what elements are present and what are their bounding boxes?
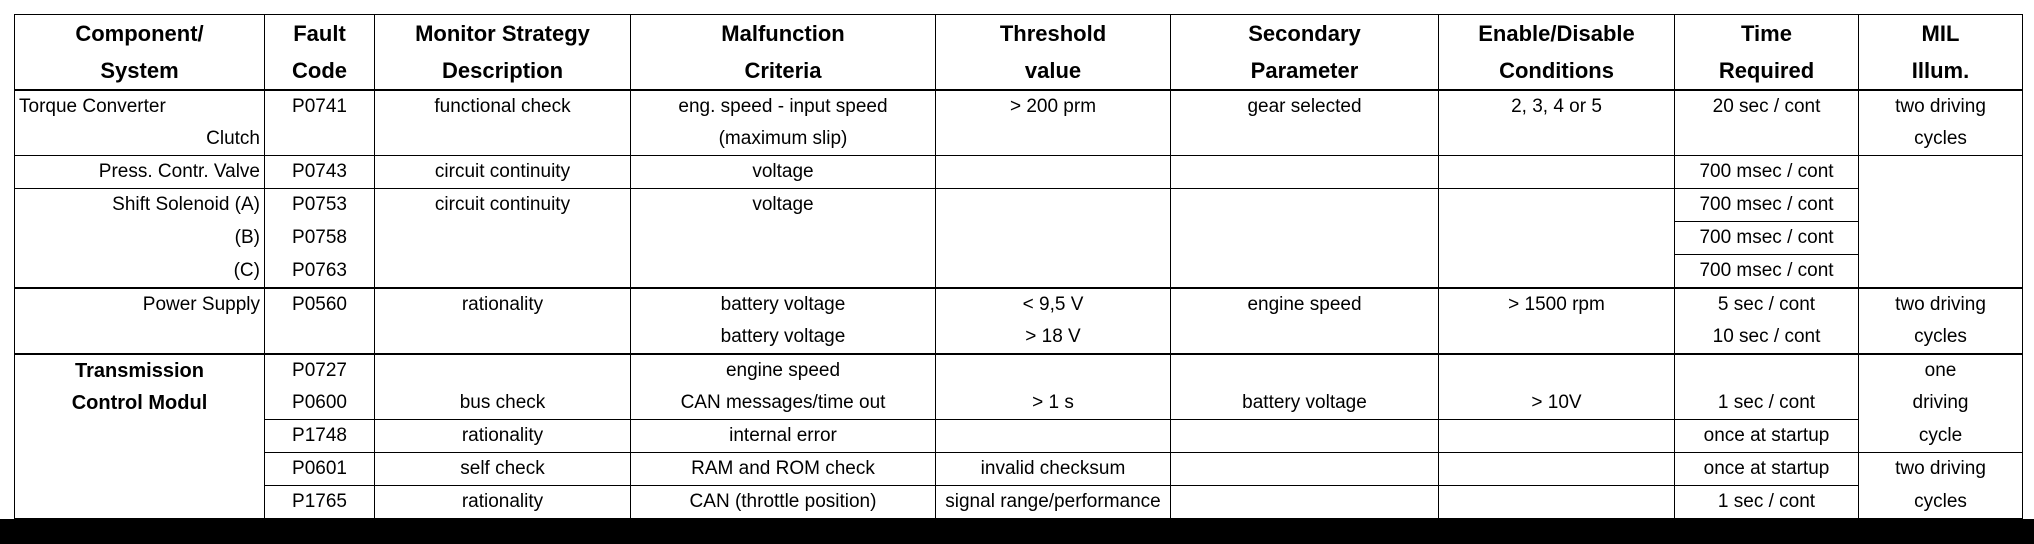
cell-strategy: self check [375,453,631,486]
cell-strategy: rationality [375,420,631,453]
cell-component [15,486,265,520]
cell-code: P0743 [265,156,375,189]
cell-time: 5 sec / cont [1675,288,1859,321]
cell-criteria: engine speed [631,354,936,387]
cell-component: (C) [15,255,265,289]
cell-strategy [375,222,631,255]
cell-criteria: RAM and ROM check [631,453,936,486]
cell-threshold: signal range/performance [936,486,1171,520]
header-system: System [15,52,265,90]
header-fault: Fault [265,15,375,53]
cell-code: P0763 [265,255,375,289]
cell-criteria: battery voltage [631,321,936,354]
cell-strategy: rationality [375,288,631,321]
header-row-1 [15,15,2023,53]
cell-mil: one [1859,354,2023,387]
cell-time [1675,123,1859,156]
cell-mil: cycles [1859,321,2023,354]
cell-strategy: rationality [375,486,631,520]
cell-enable [1439,156,1675,189]
cell-secondary [1171,123,1439,156]
cell-secondary [1171,486,1439,520]
cell-enable [1439,222,1675,255]
header-required: Required [1675,52,1859,90]
cell-component: (B) [15,222,265,255]
header-description: Description [375,52,631,90]
cell-time: once at startup [1675,420,1859,453]
cell-strategy [375,255,631,289]
cell-time: 1 sec / cont [1675,387,1859,420]
cell-code: P0600 [265,387,375,420]
cell-secondary [1171,222,1439,255]
header-malfunction: Malfunction [631,15,936,53]
cell-enable [1439,321,1675,354]
header-time: Time [1675,15,1859,53]
cell-enable [1439,354,1675,387]
cell-secondary: gear selected [1171,90,1439,123]
cell-secondary [1171,255,1439,289]
cell-time: 20 sec / cont [1675,90,1859,123]
cell-component: Torque Converter [15,90,265,123]
cell-component: Clutch [15,123,265,156]
cell-time: 700 msec / cont [1675,255,1859,289]
obd-monitor-table [14,14,2023,520]
header-code: Code [265,52,375,90]
cell-strategy [375,354,631,387]
header-parameter: Parameter [1171,52,1439,90]
cell-criteria [631,222,936,255]
cell-code: P0741 [265,90,375,123]
header-mil: MIL [1859,15,2023,53]
cell-component [15,453,265,486]
header-illum: Illum. [1859,52,2023,90]
cell-criteria [631,255,936,289]
cell-criteria: battery voltage [631,288,936,321]
cell-threshold [936,156,1171,189]
cell-mil: two driving [1859,90,2023,123]
cell-threshold: < 9,5 V [936,288,1171,321]
header-value: value [936,52,1171,90]
cell-component: Control Modul [15,387,265,420]
table-row [15,453,2023,486]
cell-component [15,420,265,453]
cell-code: P0758 [265,222,375,255]
cell-secondary [1171,156,1439,189]
cell-code: P0753 [265,189,375,222]
cell-time: 1 sec / cont [1675,486,1859,520]
cell-code: P1765 [265,486,375,520]
cell-criteria: voltage [631,189,936,222]
cell-strategy [375,123,631,156]
cell-code: P1748 [265,420,375,453]
cell-component: Shift Solenoid (A) [15,189,265,222]
cell-enable: 2, 3, 4 or 5 [1439,90,1675,123]
cell-component: Press. Contr. Valve [15,156,265,189]
cell-threshold [936,123,1171,156]
cell-component [15,321,265,354]
cell-strategy: circuit continuity [375,156,631,189]
header-component: Component/ [15,15,265,53]
cell-secondary: battery voltage [1171,387,1439,420]
cell-mil [1859,189,2023,222]
cell-time: 700 msec / cont [1675,189,1859,222]
cell-component: Power Supply [15,288,265,321]
cell-mil: driving [1859,387,2023,420]
table-row [15,189,2023,222]
table-row [15,354,2023,387]
cell-strategy: functional check [375,90,631,123]
cell-secondary [1171,321,1439,354]
cell-threshold [936,189,1171,222]
cell-enable [1439,420,1675,453]
cell-enable [1439,255,1675,289]
cell-criteria: eng. speed - input speed [631,90,936,123]
table-row [15,288,2023,321]
table-row [15,123,2023,156]
cell-enable [1439,123,1675,156]
cell-criteria: CAN (throttle position) [631,486,936,520]
header-row-2 [15,52,2023,90]
cell-enable [1439,486,1675,520]
cell-mil: cycles [1859,123,2023,156]
table-row [15,486,2023,520]
table-body [15,90,2023,519]
table-row [15,90,2023,123]
cell-mil [1859,255,2023,289]
footer-rule [0,519,2034,544]
cell-time: once at startup [1675,453,1859,486]
cell-secondary [1171,189,1439,222]
cell-mil: two driving [1859,453,2023,486]
cell-criteria: CAN messages/time out [631,387,936,420]
cell-threshold [936,420,1171,453]
table-row [15,387,2023,420]
obd-monitor-table-container [14,14,2022,520]
cell-mil [1859,222,2023,255]
table-row [15,156,2023,189]
header-secondary: Secondary [1171,15,1439,53]
cell-code [265,321,375,354]
cell-criteria: (maximum slip) [631,123,936,156]
table-row [15,321,2023,354]
cell-code: P0560 [265,288,375,321]
table-row [15,222,2023,255]
cell-enable: > 10V [1439,387,1675,420]
cell-time: 700 msec / cont [1675,156,1859,189]
cell-time: 700 msec / cont [1675,222,1859,255]
cell-enable: > 1500 rpm [1439,288,1675,321]
header-conditions: Conditions [1439,52,1675,90]
cell-time [1675,354,1859,387]
cell-threshold: > 200 prm [936,90,1171,123]
cell-mil [1859,156,2023,189]
header-criteria: Criteria [631,52,936,90]
header-monitor: Monitor Strategy [375,15,631,53]
cell-time: 10 sec / cont [1675,321,1859,354]
cell-enable [1439,189,1675,222]
cell-code [265,123,375,156]
cell-threshold [936,222,1171,255]
header-threshold: Threshold [936,15,1171,53]
cell-strategy: bus check [375,387,631,420]
table-row [15,255,2023,289]
cell-code: P0727 [265,354,375,387]
cell-secondary: engine speed [1171,288,1439,321]
cell-strategy [375,321,631,354]
cell-secondary [1171,453,1439,486]
cell-code: P0601 [265,453,375,486]
cell-mil: cycles [1859,486,2023,520]
cell-threshold: > 18 V [936,321,1171,354]
cell-threshold: invalid checksum [936,453,1171,486]
cell-threshold [936,255,1171,289]
cell-mil: two driving [1859,288,2023,321]
cell-enable [1439,453,1675,486]
table-row [15,420,2023,453]
cell-criteria: voltage [631,156,936,189]
cell-criteria: internal error [631,420,936,453]
cell-secondary [1171,354,1439,387]
cell-threshold: > 1 s [936,387,1171,420]
table-header [15,15,2023,91]
cell-component: Transmission [15,354,265,387]
header-enable: Enable/Disable [1439,15,1675,53]
cell-strategy: circuit continuity [375,189,631,222]
cell-secondary [1171,420,1439,453]
cell-mil: cycle [1859,420,2023,453]
cell-threshold [936,354,1171,387]
